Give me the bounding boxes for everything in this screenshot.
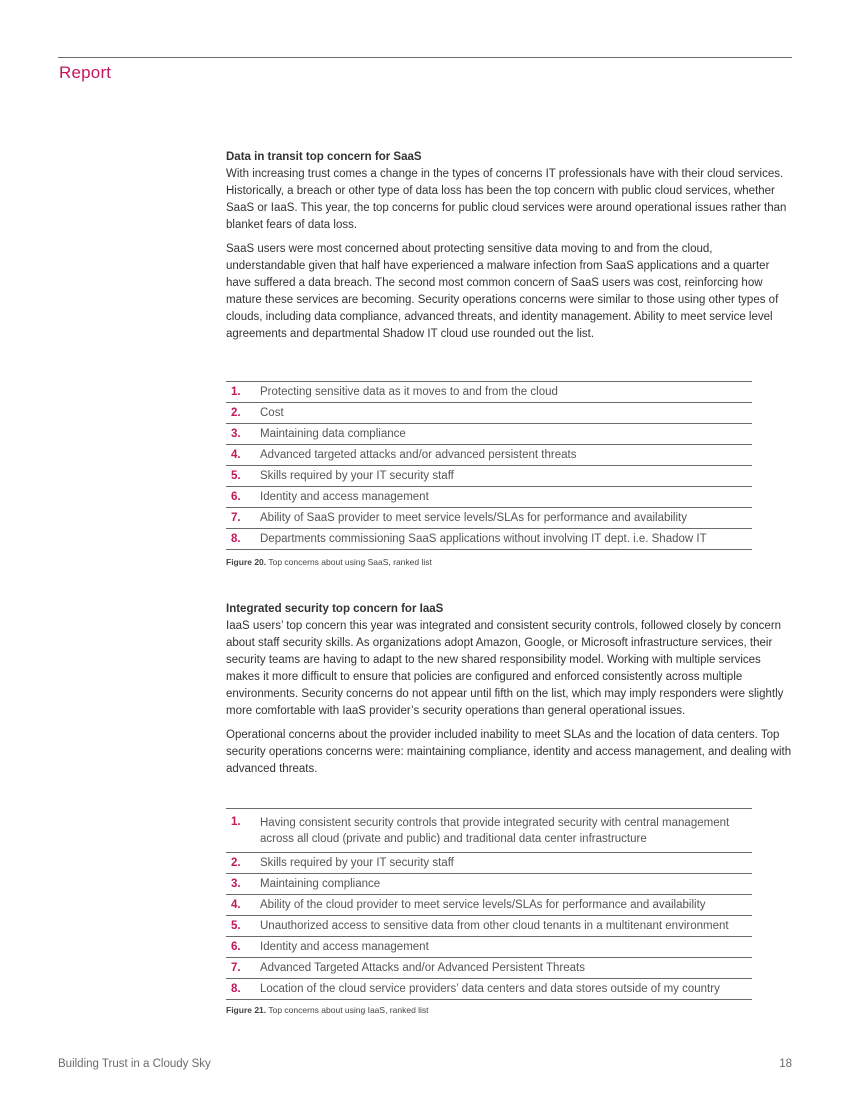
list-item [226,508,752,529]
page-number: 18 [779,1058,792,1070]
rank-number: 5. [231,470,241,482]
rank-number: 8. [231,983,241,995]
rank-text: Unauthorized access to sensitive data from other cloud tenants in a multitenant environment [260,920,729,932]
rank-text: Protecting sensitive data as it moves to and from the cloud [260,386,558,398]
list-item [226,958,752,979]
list-item [226,916,752,937]
figure-label: Figure 21. [226,1005,267,1015]
rank-text: Advanced Targeted Attacks and/or Advanced Persistent Threats [260,962,585,974]
rank-text: Departments commissioning SaaS applications without involving IT dept. i.e. Shadow IT [260,533,707,545]
figure-20-caption [226,557,432,567]
rank-number: 2. [231,407,241,419]
list-item [226,937,752,958]
rank-number: 4. [231,899,241,911]
rank-number: 1. [231,816,241,828]
saas-heading: Data in transit top concern for SaaS [226,151,422,163]
figure-label: Figure 20. [226,557,267,567]
rank-text: Maintaining data compliance [260,428,406,440]
list-item [226,979,752,1000]
iaas-ranked-list [226,808,752,1000]
iaas-section [226,601,792,785]
rank-number: 6. [231,491,241,503]
iaas-paragraph: IaaS users’ top concern this year was integrated and consistent security controls, followed closely by concern about staff security skills. As organizations adopt Amazon, Google, or Microsoft infrastructure services, their security teams are having to adapt to the new shared responsibility model. Working with multiple services makes it more difficult to ensure that policies are configured and enforced consistently across multiple environments. Security concerns do not appear until fifth on the list, which may imply responders were slightly more comfortable with IaaS provider’s security operations than general operational issues. [226,620,784,717]
figure-21-caption [226,1005,429,1015]
rank-text: Skills required by your IT security staff [260,470,454,482]
rank-number: 3. [231,428,241,440]
list-item [226,466,752,487]
caption-text: Top concerns about using IaaS, ranked list [266,1005,429,1015]
saas-section [226,149,792,350]
saas-ranked-list [226,381,752,550]
footer-title: Building Trust in a Cloudy Sky [58,1058,211,1070]
rank-text: Identity and access management [260,491,429,503]
rank-text: Skills required by your IT security staff [260,857,454,869]
list-item [226,809,752,853]
rank-number: 2. [231,857,241,869]
caption-text: Top concerns about using SaaS, ranked list [266,557,432,567]
rank-number: 7. [231,512,241,524]
list-item [226,895,752,916]
rank-text: Identity and access management [260,941,429,953]
rank-number: 5. [231,920,241,932]
list-item [226,403,752,424]
list-item [226,445,752,466]
list-item [226,853,752,874]
rank-number: 1. [231,386,241,398]
saas-paragraph: SaaS users were most concerned about protecting sensitive data moving to and from the cloud, understandable given that half have experienced a malware infection from SaaS applications and a quarter have suffered a data breach. The second most common concern of SaaS users was cost, reinforcing how mature these services are becoming. Security operations concerns were similar to those using other types of clouds, including data compliance, advanced threats, and identity management. Ability to meet service level agreements and departmental Shadow IT cloud use rounded out the list. [226,243,779,340]
list-item [226,529,752,550]
iaas-paragraph: Operational concerns about the provider included inability to meet SLAs and the location of data centers. Top security operations concerns were: maintaining compliance, identity and access management, and dealing with advanced threats. [226,729,792,775]
rank-number: 6. [231,941,241,953]
iaas-heading: Integrated security top concern for IaaS [226,603,444,615]
rank-text: Cost [260,407,284,419]
rank-number: 3. [231,878,241,890]
header-rule [58,57,792,58]
list-item [226,382,752,403]
rank-number: 7. [231,962,241,974]
rank-number: 4. [231,449,241,461]
rank-text: Ability of the cloud provider to meet service levels/SLAs for performance and availability [260,899,706,911]
rank-number: 8. [231,533,241,545]
list-item [226,424,752,445]
rank-text: Having consistent security controls that provide integrated security with central management across all cloud (private and public) and traditional data center infrastructure [260,817,730,845]
rank-text: Ability of SaaS provider to meet service levels/SLAs for performance and availability [260,512,687,524]
rank-text: Advanced targeted attacks and/or advanced persistent threats [260,449,577,461]
saas-paragraph: With increasing trust comes a change in the types of concerns IT professionals have with their cloud services. Historically, a breach or other type of data loss has been the top concern with public cloud services, whether SaaS or IaaS. This year, the top concerns for public cloud services were around operational issues rather than blanket fears of data loss. [226,168,787,231]
list-item [226,874,752,895]
section-label: Report [59,63,112,82]
rank-text: Maintaining compliance [260,878,381,890]
rank-text: Location of the cloud service providers’ data centers and data stores outside of my country [260,983,720,995]
list-item [226,487,752,508]
